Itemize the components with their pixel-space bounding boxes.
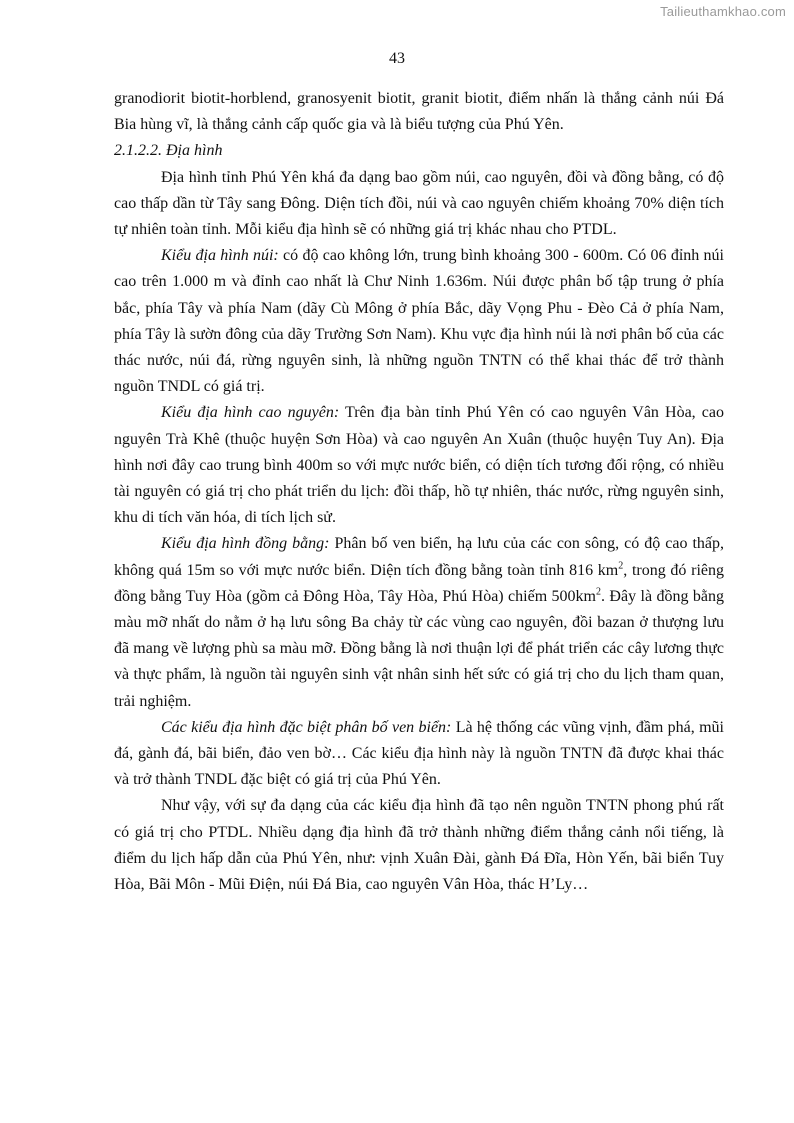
document-body <box>114 86 724 898</box>
superscript: 2 <box>596 586 602 598</box>
section-heading: 2.1.2.2. Địa hình <box>114 142 223 160</box>
paragraph-plain <box>114 531 724 714</box>
paragraph-text: , trong đó riêng đồng bằng Tuy Hòa (gồm cả Đông Hòa, Tây Hòa, Phú Hòa) chiếm 500km <box>114 561 724 605</box>
superscript: 2 <box>618 560 624 572</box>
paragraph-conclusion: Như vậy, với sự đa dạng của các kiểu địa hình đã tạo nên nguồn TNTN phong phú rất có giá trị cho PTDL. Nhiều dạng địa hình đã trở thành những điểm thắng cảnh nổi tiếng, là điểm du lịch hấp dẫn của Phú Yên, như: vịnh Xuân Đài, gành Đá Đĩa, Hòn Yến, bãi biển Tuy Hòa, Bãi Môn - Mũi Điện, núi Đá Bia, cao nguyên Vân Hòa, thác H’Ly… <box>114 797 724 894</box>
page-number: 43 <box>389 50 405 67</box>
paragraph-intro: Địa hình tỉnh Phú Yên khá đa dạng bao gồm núi, cao nguyên, đồi và đồng bằng, có độ cao thấp dần từ Tây sang Đông. Diện tích đồi, núi và cao nguyên chiếm khoảng 70% diện tích tự nhiên toàn tỉnh. Mỗi kiểu địa hình sẽ có những giá trị khác nhau cho PTDL. <box>114 168 724 239</box>
paragraph-lead: Các kiểu địa hình đặc biệt phân bố ven biển: <box>161 718 452 736</box>
paragraph-lead: Kiểu địa hình núi: <box>161 247 279 265</box>
paragraph-text: Là hệ thống các vũng vịnh, đầm phá, mũi đá, gành đá, bãi biển, đảo ven bờ… Các kiểu địa hình này là nguồn TNTN đã được khai thác và trở thành TNDL đặc biệt có giá trị của Phú Yên. <box>114 718 725 789</box>
paragraph-text: Trên địa bàn tỉnh Phú Yên có cao nguyên Vân Hòa, cao nguyên Trà Khê (thuộc huyện Sơn Hòa) và cao nguyên An Xuân (thuộc huyện Tuy An). Địa hình nơi đây cao trung bình 400m so với mực nước biển, có diện tích tương đối rộng, có nhiều tài nguyên có giá trị cho phát triển du lịch: đồi thấp, hồ tự nhiên, thác nước, rừng nguyên sinh, khu di tích văn hóa, di tích lịch sử. <box>114 404 724 527</box>
watermark: Tailieuthamkhao.com <box>660 4 786 19</box>
paragraph-continuation: granodiorit biotit-horblend, granosyenit biotit, granit biotit, điểm nhấn là thắng cảnh núi Đá Bia hùng vĩ, là thắng cảnh cấp quốc gia và là biểu tượng của Phú Yên. <box>114 90 724 134</box>
paragraph-mountain <box>114 243 724 400</box>
paragraph-lead: Kiểu địa hình cao nguyên: <box>161 404 340 422</box>
paragraph-text: có độ cao không lớn, trung bình khoảng 300 - 600m. Có 06 đỉnh núi cao trên 1.000 m và đỉnh cao nhất là Chư Ninh 1.636m. Núi được phân bố tập trung ở phía bắc, phía Tây và phía Nam (dãy Cù Mông ở phía Bắc, dãy Vọng Phu - Đèo Cả ở phía Nam, phía Tây là sườn đông của dãy Trường Sơn Nam). Khu vực địa hình núi là nơi phân bố của các thác nước, núi đá, rừng nguyên sinh, là những nguồn TNTN có thể khai thác để trở thành nguồn TNDL có giá trị. <box>114 247 724 396</box>
paragraph-coastal <box>114 715 724 794</box>
paragraph-text: . Đây là đồng bằng màu mỡ nhất do nằm ở hạ lưu sông Ba chảy từ các vùng cao nguyên, đồi bazan ở thượng lưu đã mang về lượng phù sa màu mỡ. Đồng bằng là nơi thuận lợi để phát triển các cây lương thực và thực phẩm, là nguồn tài nguyên sinh vật nhân sinh hết sức có giá trị cho du lịch tham quan, trải nghiệm. <box>114 587 725 710</box>
paragraph-lead: Kiểu địa hình đồng bằng: <box>161 535 330 553</box>
paragraph-plateau <box>114 400 724 531</box>
paragraph-text: Phân bố ven biển, hạ lưu của các con sông, có độ cao thấp, không quá 15m so với mực nước biển. Diện tích đồng bằng toàn tỉnh 816 km <box>114 535 724 579</box>
